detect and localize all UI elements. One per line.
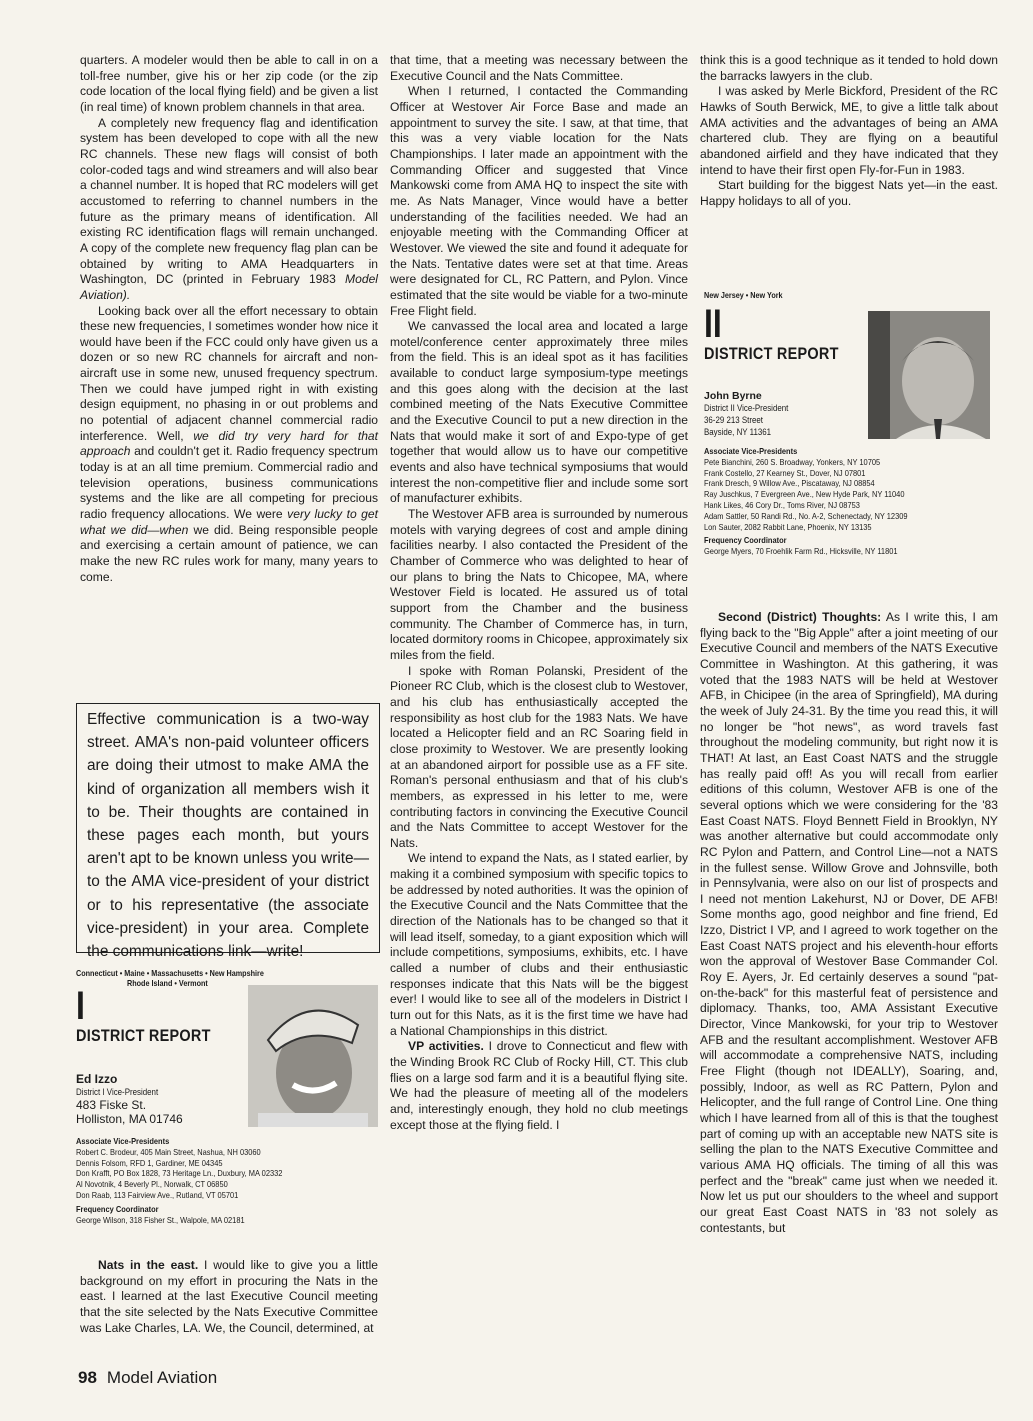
vp-address: 483 Fiske St.	[76, 1098, 147, 1112]
vp-name: John Byrne	[704, 390, 762, 402]
column-1-text	[80, 53, 378, 585]
vp-title: District I Vice-President	[76, 1087, 159, 1097]
associate-vp-list	[704, 446, 974, 557]
page-number: 98	[78, 1368, 97, 1387]
communication-callout-box	[76, 703, 380, 961]
district-states: Rhode Island • Vermont	[127, 978, 208, 988]
associate-vp-list	[76, 1136, 346, 1225]
column-2-text	[390, 53, 688, 1133]
callout-text: Effective communication is a two-way street. AMA's non-paid volunteer officers are doing their utmost to make AMA the kind of organization all members wish it to be. Their thoughts are contained in these pages each month, but yours aren't apt to be known unless you write—to the AMA vice-president of your district or to his representative (the associate vice-president) in your area. Complete the communications link—write!	[87, 711, 369, 961]
assoc-item: Frank Dresch, 9 Willow Ave., Piscataway, NJ 08854	[704, 478, 875, 489]
assoc-item: Frank Costello, 27 Kearney St., Dover, NJ 07801	[704, 467, 866, 478]
vp-address: Holliston, MA 01746	[76, 1112, 183, 1126]
vp-name: Ed Izzo	[76, 1072, 118, 1086]
freq-heading: Frequency Coordinator	[76, 1203, 159, 1214]
assoc-item: Pete Bianchini, 260 S. Broadway, Yonkers, NY 10705	[704, 456, 881, 467]
assoc-item: Don Krafft, PO Box 1828, 73 Heritage Ln., Duxbury, MA 02332	[76, 1168, 283, 1179]
page-footer	[78, 1368, 217, 1388]
paragraph: that time, that a meeting was necessary between the Executive Council and the Nats Committee.	[390, 53, 688, 83]
assoc-item: Don Raab, 113 Fairview Ave., Rutland, VT 05701	[76, 1189, 239, 1200]
vp-address: Bayside, NY 11361	[704, 427, 772, 437]
freq-coordinator: George Wilson, 318 Fisher St., Walpole, MA 02181	[76, 1214, 245, 1225]
paragraph: I spoke with Roman Polanski, President of the Pioneer RC Club, which is the closest club to Westover, and his club has enthusiastically accepted the responsibility as host club for the 1983 Nats. We have located a Helicopter field and an RC Soaring field in close proximity to Westover. We are presently looking at an abandoned airport for possible use as a FF site. Roman's personal enthusiasm and that of his club's members, as expressed in his letter to me, were contributing factors in convincing the Executive Council and the Nats Committee to accept Westover for the Nats.	[390, 663, 688, 850]
paragraph: I was asked by Merle Bickford, President of the RC Hawks of South Berwick, ME, to give a little talk about AMA activities and the advantages of being an AMA chartered club. They are flying on a beautiful abandoned airfield and they have indicated that they intend to have their first open Fly-for-Fun in 1983.	[700, 84, 998, 177]
ed-izzo-photo	[248, 985, 378, 1127]
paragraph: think this is a good technique as it tended to hold down the barracks lawyers in the club.	[700, 53, 998, 83]
assoc-heading: Associate Vice-Presidents	[704, 446, 798, 456]
paragraph: A completely new frequency flag and identification system has been developed to cope with all the new RC channels. These new flags will consist of both color-coded tags and wind streamers and will also bear a channel number. It is hoped that RC modelers will get accustomed to referring to channel numbers in the future as the primary means of identification. All existing RC identification flags will remain unchanged. A copy of the complete new frequency flag plan can be obtained by writing to AMA Headquarters in Washington, DC (printed in February 1983 Model Aviation).	[80, 115, 378, 302]
assoc-item: Al Novotnik, 4 Beverly Pl., Norwalk, CT 06850	[76, 1179, 228, 1190]
assoc-item: Lon Sauter, 2082 Rabbit Lane, Phoenix, NY 13135	[704, 521, 872, 532]
column-3-top-text	[700, 53, 998, 210]
paragraph: When I returned, I contacted the Commanding Officer at Westover Air Force Base and made an appointment to survey the site. I saw, at that time, that this was a very viable location for the Nats Championships. I later made an appointment with the Commanding Officer and suggested that Vince Mankowski come from AMA HQ to inspect the site with me. As Nats Manager, Vince would have a better understanding of the facilities needed. We had an enjoyable meeting with the Commanding Officer at Westover. We viewed the site and found it adequate for the Nats. Tentative dates were set at that time. Areas were designated for CL, RC Pattern, and Pylon. Vince estimated that the site would be viable for a two-minute Free Flight field.	[390, 84, 688, 318]
assoc-item: Robert C. Brodeur, 405 Main Street, Nashua, NH 03060	[76, 1146, 261, 1157]
paragraph: Nats in the east. I would like to give you a little background on my effort in procuring the Nats in the east. I learned at the last Executive Council meeting that the site selected by the Nats Executive Committee was Lake Charles, LA. We, the Council, determined, at	[80, 1258, 378, 1335]
paragraph: VP activities. I drove to Connecticut and flew with the Winding Brook RC Club of Rocky Hill, CT. This club flies on a large sod farm and it is a beautiful flying site. We had the pleasure of meeting all of the modelers and, interestingly enough, they hold no club meetings except those at the flying field. I	[390, 1039, 689, 1132]
freq-coordinator: George Myers, 70 Froehlik Farm Rd., Hicksville, NY 11801	[704, 546, 898, 557]
district-report-title: DISTRICT REPORT	[704, 344, 839, 363]
vp-title: District II Vice-President	[704, 403, 789, 413]
paragraph: Looking back over all the effort necessary to obtain these new frequencies, I sometimes wonder how nice it would have been if the FCC could only have given us a dozen or so new RC channels for aircraft and non-aircraft use in some new, unused frequency spectrum. Then we could have jumped right in with existing design equipment, no phasing in or out problems and no potential of adjacent channel commercial radio interference. Well, we did try very hard for that approach and couldn't get it. Radio frequency spectrum today is at an all time premium. Commercial radio and television operations, business communications systems and the like are all competing for precious radio frequency allocations. We were very lucky to get what we did—when we did. Being responsible people and exercising a certain amount of patience, we can make the new RC rules work for many, many years to come.	[80, 303, 379, 584]
district-numeral: II	[704, 302, 722, 346]
paragraph: We intend to expand the Nats, as I stated earlier, by making it a combined symposium with specific topics to be addressed by noted authorities. It was the opinion of the Executive Council and the Nats Committee that the direction of the Nationals has to be changed so that it will lead itself, someday, to a giant exposition which will include competitions, symposiums, exhibits, etc. I have called a number of clubs and their enthusiastic responses indicate that this Nats will be the biggest ever! I would like to see all of the modelers in District I turn out for this Nats, as it is the first time we have had a National Championships in this district.	[390, 851, 688, 1038]
district-report-title: DISTRICT REPORT	[76, 1026, 211, 1045]
district-states: New Jersey • New York	[704, 290, 783, 300]
paragraph: Second (District) Thoughts: As I write this, I am flying back to the "Big Apple" after a joint meeting of our Executive Council and members of the NATS Executive Committee in Washington. At this gathering, it was voted that the 1983 NATS will be held at Westover AFB, in Chicipee (in the area of Springfield), MA during the week of July 24-31. By the time you read this, it will no longer be "hot news", as word travels fast throughout the modeling community, but right now it is THAT! At last, an East Coast NATS and the struggle has really paid off! As you will recall from earlier editions of this column, Westover AFB is one of the several options which we were considering for the '83 East Coast NATS. Floyd Bennett Field in Brooklyn, NY was another alternative but could accommodate only RC Pylon and Pattern, and Control Line—not a NATS in the fullest sense. Willow Grove and Johnsville, both in Pennsylvania, were also on our list of prospects and I need not mention Lakehurst, NJ or Dover, DE AFB! Some months ago, good neighbor and fine friend, Ed Izzo, District I VP, and I agreed to work together on the East Coast NATS project and his eleventh-hour efforts won the approval of Westover Base Commander Col. Roy E. Ayers, Jr. Ed certainly deserves a sound "pat-on-the-back" for this masterful feat of persistence and diplomacy. Thanks, too, AMA Assistant Executive Director, Vince Mankowski, for your trip to Westover AFB and the resultant accomplishment. Westover AFB will accommodate a comprehensive NATS, including Free Flight (though not IDEALLY), Soaring, and, possibly, Indoor, as well as RC Pattern, Pylon and Helicopter, and the full range of Control Line. One thing which I have learned from all of this is that the toughest part of coming up with an acceptable new NATS site is selling the plan to the NATS Executive Committee and various AMA HQ officials. The timing of all this was perfect and the "break" came just when we needed it. Now let us put our shoulders to the wheel and support our great East Coast NATS in '83 not solely as contestants, but	[700, 610, 998, 1235]
assoc-item: Dennis Folsom, RFD 1, Gardiner, ME 04345	[76, 1157, 223, 1168]
paragraph: Start building for the biggest Nats yet—in the east. Happy holidays to all of you.	[700, 178, 998, 208]
assoc-item: Ray Juschkus, 7 Evergreen Ave., New Hyde Park, NY 11040	[704, 489, 905, 500]
paragraph: We canvassed the local area and located a large motel/conference center approximately three miles from the field. This is an ideal spot as it has facilities available to conduct large symposium-type meetings and this goes along with the decision at the last combined meeting of the Nats Executive Committee and the Executive Council to put a new direction in the Nats that would make it sort of and Expo-type of get together that would allow us to have our competitive events and also have technical symposiums that would interest the non-competitive flier and include some sort of manufacturer exhibits.	[390, 319, 688, 506]
column-3-bottom-text	[700, 610, 998, 1236]
assoc-heading: Associate Vice-Presidents	[76, 1136, 170, 1146]
district-states: Connecticut • Maine • Massachusetts • New Hampshire	[76, 968, 264, 978]
paragraph: quarters. A modeler would then be able to call in on a toll-free number, give his or her zip code (or the zip code location of the local flying field) and be given a list (in real time) of known problem channels in that area.	[80, 53, 378, 114]
assoc-item: Adam Sattler, 50 Randi Rd., No. A-2, Schenectady, NY 12309	[704, 510, 908, 521]
vp-address: 36-29 213 Street	[704, 415, 764, 425]
magazine-name: Model Aviation	[106, 1368, 218, 1387]
paragraph: The Westover AFB area is surrounded by numerous motels with varying degrees of cost and ample dining facilities nearby. I also contacted the President of the Chamber of Commerce who was delighted to hear of our plans to bring the Nats to Chicopee, MA, where Westover Field is located. He assured us of total support from the Chamber and the business community. The Chamber of Commerce has, in turn, located dormitory rooms in Chicopee, approximately six miles from the field.	[390, 507, 688, 662]
freq-heading: Frequency Coordinator	[704, 535, 787, 546]
district-numeral: I	[76, 984, 85, 1028]
john-byrne-photo	[868, 311, 990, 439]
column-1-bottom-text	[80, 1258, 378, 1336]
assoc-item: Hank Likes, 46 Cory Dr., Toms River, NJ 08753	[704, 499, 860, 510]
